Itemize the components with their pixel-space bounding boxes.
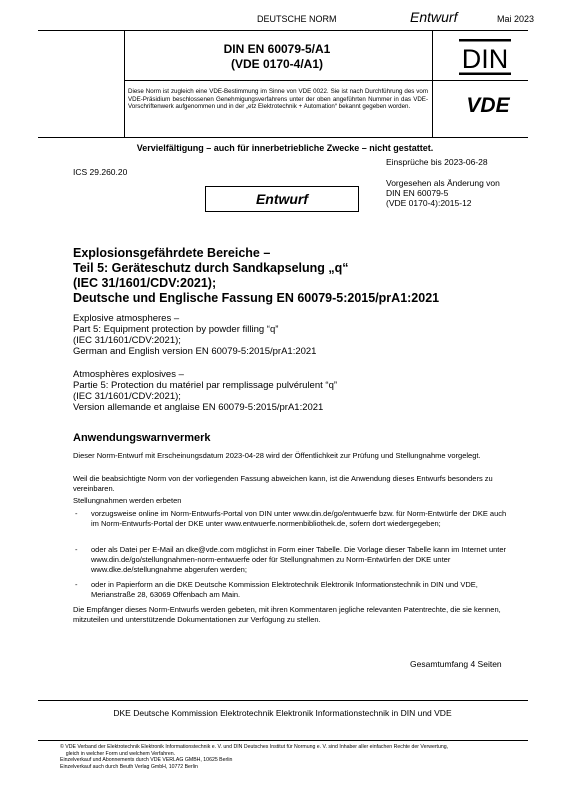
list-item-text: vorzugsweise online im Norm-Entwurfs-Portal von DIN unter www.din.de/go/entwuerfe bzw. für Norm-Entwürfe der DKE auch im Norm-Entwurfs-Portal der DKE unter www.entwuerfe.normenbibliothek.de, sofern dort wiedergegeben;	[91, 509, 507, 528]
title-german-line: Explosionsgefährdete Bereiche –	[73, 246, 271, 260]
footer-organisation: DKE Deutsche Kommission Elektrotechnik Elektronik Informationstechnik in DIN und VDE	[113, 708, 452, 718]
title-french-line: Version allemande et anglaise EN 60079-5:2015/prA1:2021	[73, 402, 324, 413]
title-english-line: German and English version EN 60079-5:2015/prA1:2021	[73, 346, 317, 357]
document-number: DIN EN 60079-5/A1	[223, 42, 331, 56]
warning-heading: Anwendungswarnvermerk	[73, 432, 211, 444]
warning-paragraph: Weil die beabsichtigte Norm von der vorliegenden Fassung abweichen kann, ist die Anwendung dieses Entwurfs besonders zu vereinbaren.	[73, 474, 493, 493]
comment-deadline: Einsprüche bis 2023-06-28	[386, 157, 488, 167]
title-english-line: Part 5: Equipment protection by powder filling “q”	[73, 324, 279, 335]
document-number-block	[124, 39, 430, 77]
header-divider	[38, 30, 528, 31]
din-logo	[455, 37, 515, 77]
list-item-text: oder als Datei per E-Mail an dke@vde.com möglichst in Form einer Tabelle. Die Vorlage dieser Tabelle kann im Internet unter www.din.de/go/stellungnahmen-norm-entwuerfe oder für Stellungnahmen zu Norm-Entwürfen der DKE unter www.dke.de/stellungnahme abgerufen werden;	[91, 545, 507, 574]
copyright-line: Einzelverkauf und Abonnements durch VDE VERLAG GMBH, 10625 Berlin	[60, 757, 233, 763]
total-pages: Gesamtumfang 4 Seiten	[410, 659, 502, 669]
copy-restriction-notice: Vervielfältigung – auch für innerbetriebliche Zwecke – nicht gestattet.	[136, 143, 434, 153]
footer-divider-top	[38, 700, 528, 701]
footer-divider-bottom	[38, 740, 528, 741]
title-french	[73, 369, 543, 413]
title-german-line: Deutsche und Englische Fassung EN 60079-5:2015/prA1:2021	[73, 291, 440, 305]
din-logo-text: DIN	[461, 44, 509, 74]
title-german	[73, 246, 543, 306]
copyright-line: Einzelverkauf auch durch Beuth Verlag GmbH, 10772 Berlin	[60, 763, 198, 770]
publication-date: Mai 2023	[497, 14, 535, 24]
copyright-line: © VDE Verband der Elektrotechnik Elektronik Informationstechnik e. V. und DIN Deutsches Institut für Normung e. V. sind Inhaber aller einfachen Rechte der Verwertung,	[60, 744, 449, 750]
vde-logo-text: VDE	[466, 94, 510, 115]
title-german-line: Teil 5: Geräteschutz durch Sandkapselung „q“	[73, 261, 349, 275]
list-item-text: oder in Papierform an die DKE Deutsche Kommission Elektrotechnik Elektronik Informationstechnik in DIN und VDE, Merianstraße 28, 63069 Offenbach am Main.	[91, 580, 478, 599]
copyright-block	[60, 744, 520, 770]
amendment-of-block	[386, 178, 500, 208]
frame-right-divider	[432, 30, 433, 137]
vde-classification: (VDE 0170-4/A1)	[230, 57, 324, 71]
title-english-line: Explosive atmospheres –	[73, 313, 180, 324]
title-french-line: (IEC 31/1601/CDV:2021);	[73, 391, 181, 402]
title-french-line: Atmosphères explosives –	[73, 369, 184, 380]
warning-paragraph: Dieser Norm-Entwurf mit Erscheinungsdatum 2023-04-28 wird der Öffentlichkeit zur Prüfung und Stellungnahme vorgelegt.	[73, 451, 481, 460]
warning-paragraph: Die Empfänger dieses Norm-Entwurfs werden gebeten, mit ihren Kommentaren jegliche relevanten Patentrechte, die sie kennen, mitzuteilen und unterstützende Dokumentationen zur Verfügung zu stellen.	[73, 605, 501, 624]
vde-regulation-notice: Diese Norm ist zugleich eine VDE-Bestimmung im Sinne von VDE 0022. Sie ist nach Durchführung des vom VDE-Präsidium beschlossenen Genehmigungsverfahrens unter der oben angeführten Nummer in das VDE-Vorschriftenwerk aufgenommen und in der „etz Elektrotechnik + Automation“ bekannt gegeben worden.	[128, 88, 428, 111]
title-german-line: (IEC 31/1601/CDV:2021);	[73, 276, 217, 290]
vde-logo	[453, 93, 523, 115]
draft-status-label: Entwurf	[410, 9, 458, 25]
title-divider	[124, 80, 528, 81]
amendment-of-line: Vorgesehen als Änderung von	[386, 178, 500, 188]
ics-code: ICS 29.260.20	[73, 167, 128, 177]
amendment-of-line: (VDE 0170-4):2015-12	[386, 198, 472, 208]
warning-paragraph: Stellungnahmen werden erbeten	[73, 496, 182, 505]
title-english-line: (IEC 31/1601/CDV:2021);	[73, 335, 181, 346]
draft-stamp-box: Entwurf	[205, 186, 359, 212]
copyright-line: gleich in welcher Form und welchem Verfahren.	[60, 750, 176, 757]
title-english	[73, 313, 543, 357]
title-french-line: Partie 5: Protection du matériel par remplissage pulvérulent “q”	[73, 380, 338, 391]
amendment-of-line: DIN EN 60079-5	[386, 188, 449, 198]
norm-type-label: DEUTSCHE NORM	[257, 14, 337, 24]
notice-divider	[38, 137, 528, 138]
